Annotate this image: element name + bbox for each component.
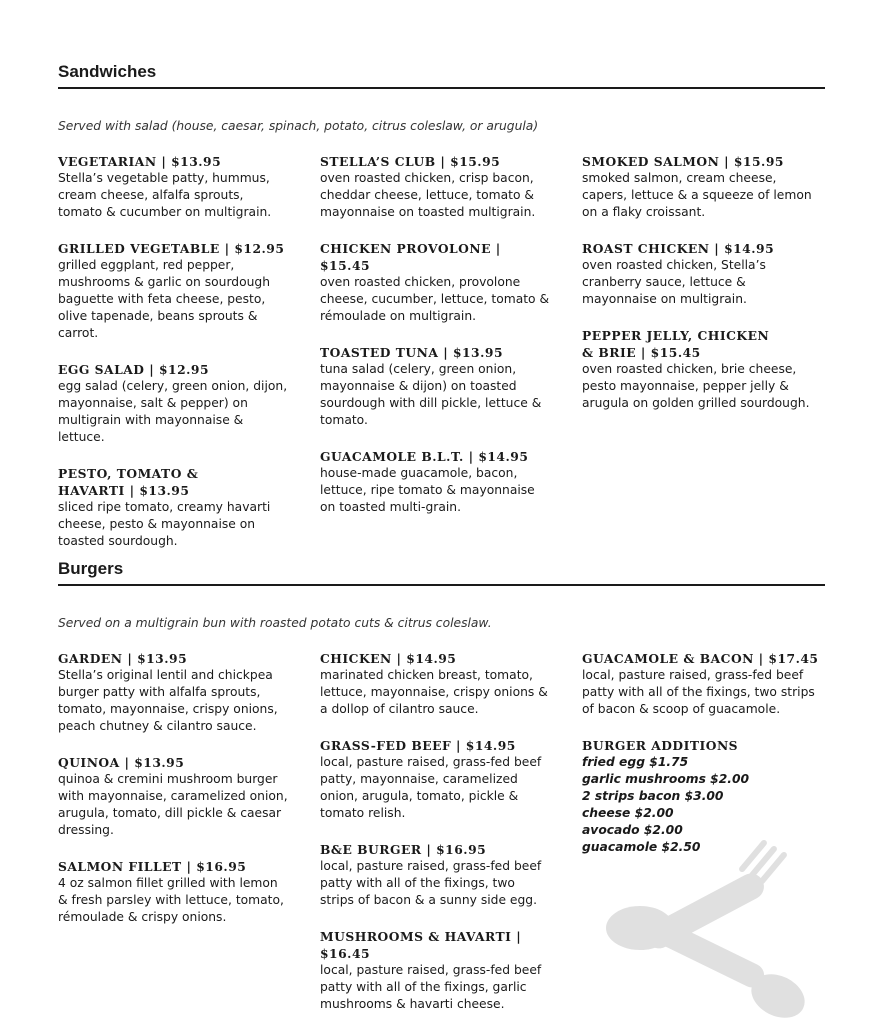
menu-item-name: ROAST CHICKEN | $14.95 (582, 241, 775, 256)
menu-item-description: grilled eggplant, red pepper, mushrooms & garlic on sourdough baguette with feta cheese, pesto, olive tapenade, beans sprouts & carrot. (58, 258, 271, 340)
menu-item-name: EGG SALAD | $12.95 (58, 362, 210, 377)
addition-item: fried egg $1.75 (582, 755, 689, 769)
menu-item-name: GUACAMOLE & BACON | $17.45 (582, 651, 819, 666)
menu-item (582, 327, 822, 412)
sandwiches-column-2 (320, 153, 552, 535)
menu-item-description: egg salad (celery, green onion, dijon, mayonnaise, salt & pepper) on multigrain with mayonnaise & lettuce. (58, 379, 288, 444)
menu-item-name: PESTO, TOMATO & HAVARTI | $13.95 (58, 466, 199, 498)
addition-item: avocado $2.00 (582, 823, 683, 837)
menu-item (58, 240, 290, 342)
menu-item-name: VEGETARIAN | $13.95 (58, 154, 222, 169)
menu-item (320, 240, 552, 325)
addition-item: guacamole $2.50 (582, 840, 701, 854)
menu-item-name: GUACAMOLE B.L.T. | $14.95 (320, 449, 529, 464)
burgers-subtitle: Served on a multigrain bun with roasted potato cuts & citrus coleslaw. (58, 616, 492, 630)
menu-item-name: GRASS-FED BEEF | $14.95 (320, 738, 516, 753)
menu-item (58, 361, 290, 446)
menu-item-description: marinated chicken breast, tomato, lettuce, mayonnaise, crispy onions & a dollop of cilantro sauce. (320, 668, 548, 716)
menu-item-description: tuna salad (celery, green onion, mayonnaise & dijon) on toasted sourdough with dill pickle, lettuce & tomato. (320, 362, 542, 427)
menu-item (582, 650, 822, 718)
menu-item-description: local, pasture raised, grass-fed beef patty, mayonnaise, caramelized onion, arugula, tomato, pickle & tomato relish. (320, 755, 542, 820)
menu-item-name: CHICKEN | $14.95 (320, 651, 457, 666)
menu-item-description: oven roasted chicken, crisp bacon, cheddar cheese, lettuce, tomato & mayonnaise on toasted multigrain. (320, 171, 536, 219)
menu-item (582, 240, 822, 308)
menu-item-name: SALMON FILLET | $16.95 (58, 859, 247, 874)
menu-item (58, 858, 290, 926)
menu-item-name: GRILLED VEGETABLE | $12.95 (58, 241, 285, 256)
menu-item (58, 153, 290, 221)
menu-item-name: PEPPER JELLY, CHICKEN & BRIE | $15.45 (582, 328, 770, 360)
menu-item-description: smoked salmon, cream cheese, capers, lettuce & a squeeze of lemon on a flaky croissant. (582, 171, 812, 219)
burgers-heading: Burgers (58, 559, 825, 586)
menu-item (58, 754, 290, 839)
menu-item (320, 448, 552, 516)
menu-item (320, 153, 552, 221)
burgers-column-1 (58, 650, 290, 945)
menu-item-description: oven roasted chicken, brie cheese, pesto mayonnaise, pepper jelly & arugula on golden grilled sourdough. (582, 362, 810, 410)
sandwiches-heading: Sandwiches (58, 62, 825, 89)
menu-item-description: oven roasted chicken, Stella’s cranberry sauce, lettuce & mayonnaise on multigrain. (582, 258, 766, 306)
menu-item (320, 841, 552, 909)
burgers-column-2 (320, 650, 552, 1032)
menu-item-name: GARDEN | $13.95 (58, 651, 188, 666)
menu-item-name: MUSHROOMS & HAVARTI | $16.45 (320, 929, 522, 961)
menu-item (582, 153, 822, 221)
menu-item-description: sliced ripe tomato, creamy havarti cheese, pesto & mayonnaise on toasted sourdough. (58, 500, 271, 548)
menu-item-description: local, pasture raised, grass-fed beef patty with all of the fixings, two strips of bacon & scoop of guacamole. (582, 668, 815, 716)
menu-item-name: QUINOA | $13.95 (58, 755, 185, 770)
menu-item (320, 928, 552, 1013)
menu-item-name: B&E BURGER | $16.95 (320, 842, 487, 857)
burger-additions (582, 737, 822, 856)
menu-item-description: quinoa & cremini mushroom burger with mayonnaise, caramelized onion, arugula, tomato, dill pickle & caesar dressing. (58, 772, 288, 837)
menu-item-description: local, pasture raised, grass-fed beef patty with all of the fixings, garlic mushrooms & havarti cheese. (320, 963, 542, 1011)
menu-item (320, 344, 552, 429)
addition-item: cheese $2.00 (582, 806, 674, 820)
menu-item-description: Stella’s original lentil and chickpea burger patty with alfalfa sprouts, tomato, mayonnaise, crispy onions, peach chutney & cilantro sauce. (58, 668, 278, 733)
menu-item (58, 650, 290, 735)
menu-item-description: local, pasture raised, grass-fed beef patty with all of the fixings, two strips of bacon & a sunny side egg. (320, 859, 542, 907)
menu-item-description: house-made guacamole, bacon, lettuce, ripe tomato & mayonnaise on toasted multi-grain. (320, 466, 535, 514)
menu-item-description: Stella’s vegetable patty, hummus, cream cheese, alfalfa sprouts, tomato & cucumber on multigrain. (58, 171, 272, 219)
sandwiches-column-3 (582, 153, 822, 431)
menu-item-name: TOASTED TUNA | $13.95 (320, 345, 504, 360)
addition-item: garlic mushrooms $2.00 (582, 772, 750, 786)
burgers-column-3 (582, 650, 822, 875)
menu-item-name: STELLA’S CLUB | $15.95 (320, 154, 501, 169)
menu-item (320, 737, 552, 822)
menu-item-name: CHICKEN PROVOLONE | $15.45 (320, 241, 501, 273)
menu-item (320, 650, 552, 718)
menu-item (58, 465, 290, 550)
menu-item-description: oven roasted chicken, provolone cheese, cucumber, lettuce, tomato & rémoulade on multigrain. (320, 275, 550, 323)
addition-item: 2 strips bacon $3.00 (582, 789, 724, 803)
menu-item-description: 4 oz salmon fillet grilled with lemon & fresh parsley with lettuce, tomato, rémoulade & crispy onions. (58, 876, 284, 924)
menu-item-name: SMOKED SALMON | $15.95 (582, 154, 784, 169)
burger-additions-heading: BURGER ADDITIONS (582, 738, 739, 753)
sandwiches-column-1 (58, 153, 290, 569)
sandwiches-subtitle: Served with salad (house, caesar, spinach, potato, citrus coleslaw, or arugula) (58, 119, 539, 133)
